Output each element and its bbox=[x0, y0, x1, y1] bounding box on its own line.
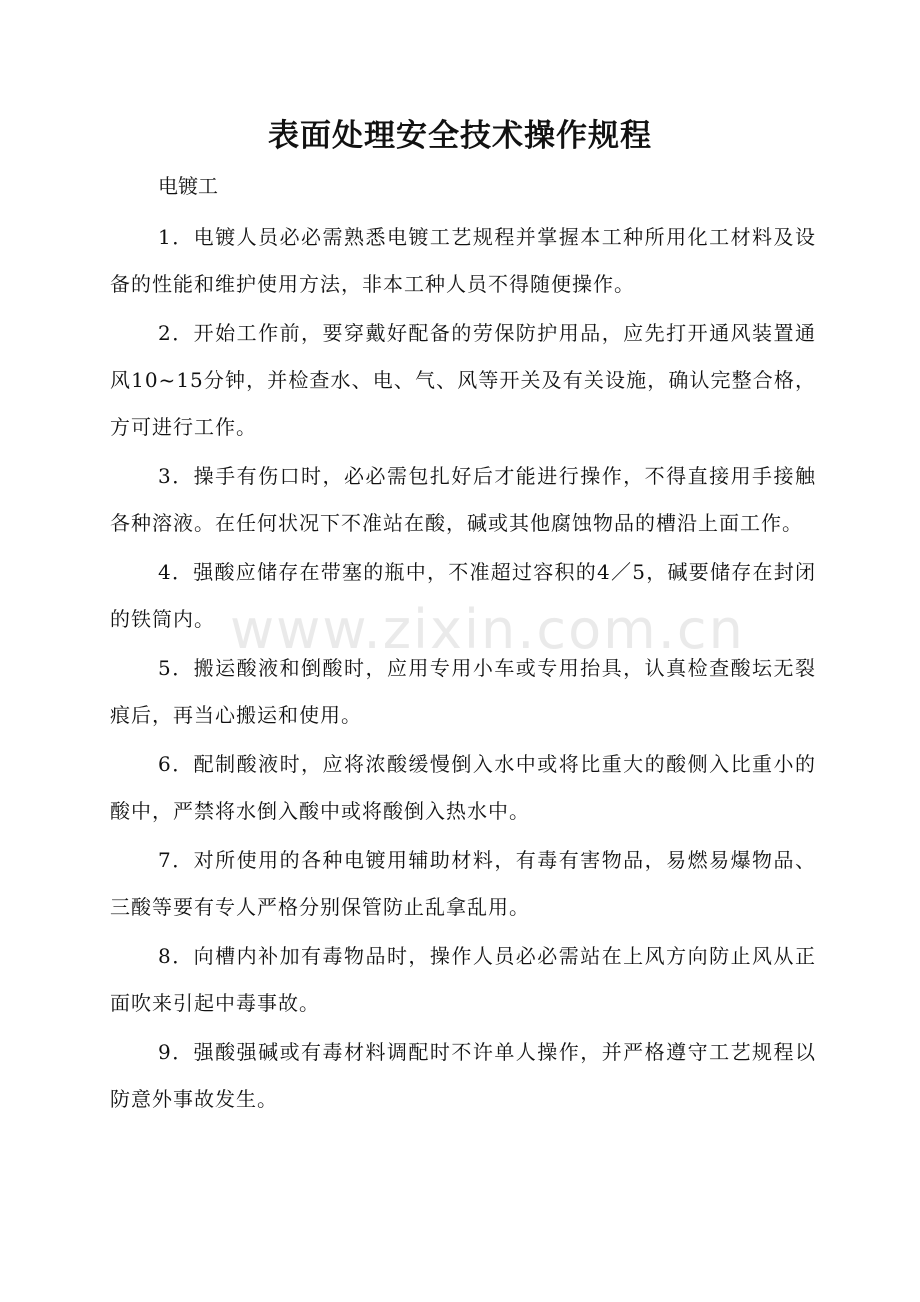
rule-paragraph-8: 8．向槽内补加有毒物品时，操作人员必必需站在上风方向防止风从正面吹来引起中毒事故。 bbox=[110, 944, 816, 1015]
rule-paragraph-1: 1．电镀人员必必需熟悉电镀工艺规程并掌握本工种所用化工材料及设备的性能和维护使用方法，非本工种人员不得随便操作。 bbox=[110, 225, 816, 296]
rule-paragraph-2: 2．开始工作前，要穿戴好配备的劳保防护用品，应先打开通风装置通风10~15分钟，并检查水、电、气、风等开关及有关设施，确认完整合格，方可进行工作。 bbox=[110, 321, 816, 439]
rule-paragraph-7: 7．对所使用的各种电镀用辅助材料，有毒有害物品，易燃易爆物品、三酸等要有专人严格分别保管防止乱拿乱用。 bbox=[110, 848, 816, 919]
rule-paragraph-5: 5．搬运酸液和倒酸时，应用专用小车或专用抬具，认真检查酸坛无裂痕后，再当心搬运和使用。 bbox=[110, 656, 816, 727]
rule-paragraph-3: 3．操手有伤口时，必必需包扎好后才能进行操作，不得直接用手接触各种溶液。在任何状况下不准站在酸，碱或其他腐蚀物品的槽沿上面工作。 bbox=[110, 464, 816, 535]
watermark-text: www.zixin.com.cn bbox=[230, 598, 745, 661]
section-heading: 电镀工 bbox=[158, 174, 218, 198]
rule-paragraph-4: 4．强酸应储存在带塞的瓶中，不准超过容积的4／5，碱要储存在封闭的铁筒内。 bbox=[110, 560, 816, 631]
document-body bbox=[110, 214, 816, 1125]
rule-paragraph-6: 6．配制酸液时，应将浓酸缓慢倒入水中或将比重大的酸侧入比重小的酸中，严禁将水倒入酸中或将酸倒入热水中。 bbox=[110, 752, 816, 823]
document-title: 表面处理安全技术操作规程 bbox=[268, 118, 652, 154]
rule-paragraph-9: 9．强酸强碱或有毒材料调配时不许单人操作，并严格遵守工艺规程以防意外事故发生。 bbox=[110, 1040, 816, 1111]
